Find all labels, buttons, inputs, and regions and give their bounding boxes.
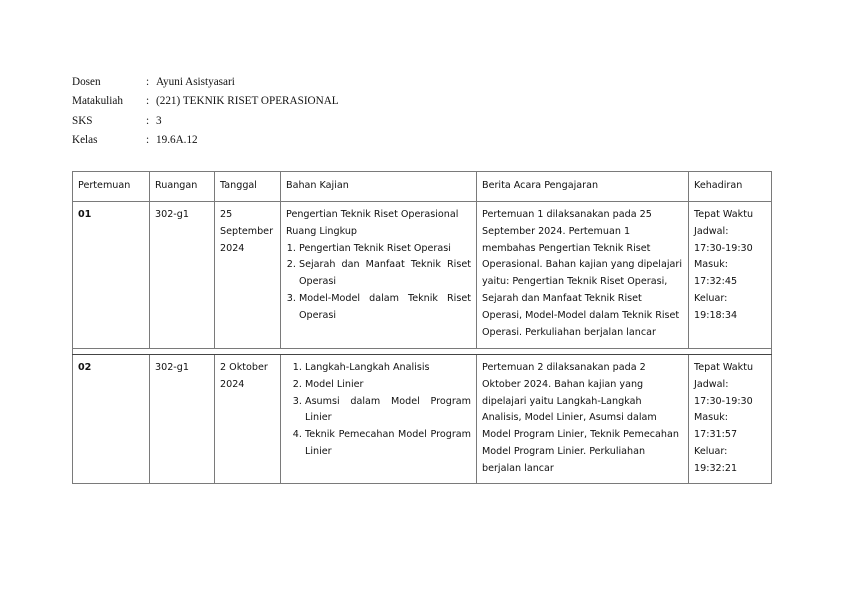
cell-tanggal: 2 Oktober 2024 xyxy=(215,355,281,484)
info-value: (221) TEKNIK RISET OPERASIONAL xyxy=(156,95,339,108)
kehadiran-line: 17:32:45 xyxy=(694,276,738,288)
bahan-intro: Pengertian Teknik Riset Operasional Ruang Lingkup xyxy=(286,209,459,237)
bahan-list xyxy=(286,360,471,461)
kehadiran-line: Jadwal: xyxy=(694,378,729,390)
header-berita-acara: Berita Acara Pengajaran xyxy=(477,172,689,202)
cell-berita-acara: Pertemuan 2 dilaksanakan pada 2 Oktober 2024. Bahan kajian yang dipelajari yaitu Langkah-Langkah Analisis, Model Linier, Asumsi dalam Model Program Linier, Teknik Pemecahan Model Program Linier. Perkuliahan berjalan lancar xyxy=(477,355,689,484)
kehadiran-line: 19:18:34 xyxy=(694,309,738,321)
info-colon: : xyxy=(146,133,150,146)
cell-kehadiran xyxy=(689,355,772,484)
cell-pertemuan: 02 xyxy=(73,355,150,484)
cell-bahan-kajian xyxy=(281,355,477,484)
info-value: 3 xyxy=(156,114,162,127)
info-label: Dosen xyxy=(72,76,101,88)
info-colon: : xyxy=(146,76,150,88)
info-row-matakuliah xyxy=(72,92,339,111)
kehadiran-line: Keluar: xyxy=(694,445,728,457)
list-item: 3. Model-Model dalam Teknik Riset Operasi xyxy=(299,291,471,325)
list-item: 3. Asumsi dalam Model Program Linier xyxy=(305,394,471,428)
info-label: Kelas xyxy=(72,133,98,146)
info-row-sks xyxy=(72,112,339,131)
kehadiran-status: Tepat Waktu xyxy=(694,209,754,220)
header-ruangan: Ruangan xyxy=(150,172,215,202)
info-value: Ayuni Asistyasari xyxy=(156,76,235,88)
kehadiran-line: Keluar: xyxy=(694,292,728,304)
list-item: 1. Langkah-Langkah Analisis xyxy=(305,360,471,377)
info-value: 19.6A.12 xyxy=(156,133,198,146)
table-row xyxy=(73,355,772,484)
table-row xyxy=(73,202,772,349)
header-pertemuan: Pertemuan xyxy=(73,172,150,202)
kehadiran-line: 19:32:21 xyxy=(694,462,738,474)
cell-bahan-kajian xyxy=(281,202,477,349)
kehadiran-line: Masuk: xyxy=(694,259,729,271)
list-item: 4. Teknik Pemecahan Model Program Linier xyxy=(305,427,471,461)
cell-tanggal: 25 September 2024 xyxy=(215,202,281,349)
table-header-row xyxy=(73,172,772,202)
header-tanggal: Tanggal xyxy=(215,172,281,202)
header-bahan-kajian: Bahan Kajian xyxy=(281,172,477,202)
info-colon: : xyxy=(146,95,150,108)
header-kehadiran: Kehadiran xyxy=(689,172,772,202)
kehadiran-line: 17:31:57 xyxy=(694,429,738,441)
info-colon: : xyxy=(146,114,150,127)
cell-pertemuan: 01 xyxy=(73,202,150,349)
kehadiran-status: Tepat Waktu xyxy=(694,362,754,373)
info-row-kelas xyxy=(72,131,339,150)
kehadiran-line: Jadwal: xyxy=(694,225,729,237)
kehadiran-line: 17:30-19:30 xyxy=(694,395,753,407)
bahan-list xyxy=(286,241,471,325)
list-item: 2. Model Linier xyxy=(305,377,471,394)
list-item: 2. Sejarah dan Manfaat Teknik Riset Operasi xyxy=(299,257,471,291)
attendance-table xyxy=(72,171,772,484)
kehadiran-line: Masuk: xyxy=(694,412,729,424)
info-label: SKS xyxy=(72,114,93,127)
course-info xyxy=(72,73,339,150)
cell-berita-acara: Pertemuan 1 dilaksanakan pada 25 September 2024. Pertemuan 1 membahas Pengertian Teknik Riset Operasional. Bahan kajian yang dipelajari yaitu: Pengertian Teknik Riset Operasi, Sejarah dan Manfaat Teknik Riset Operasi, Model-Model dalam Teknik Riset Operasi. Perkuliahan berjalan lancar xyxy=(477,202,689,349)
kehadiran-line: 17:30-19:30 xyxy=(694,242,753,254)
cell-ruangan: 302-g1 xyxy=(150,202,215,349)
cell-ruangan: 302-g1 xyxy=(150,355,215,484)
info-row-dosen xyxy=(72,73,339,92)
list-item: 1. Pengertian Teknik Riset Operasi xyxy=(299,241,471,258)
cell-kehadiran xyxy=(689,202,772,349)
info-label: Matakuliah xyxy=(72,95,123,108)
